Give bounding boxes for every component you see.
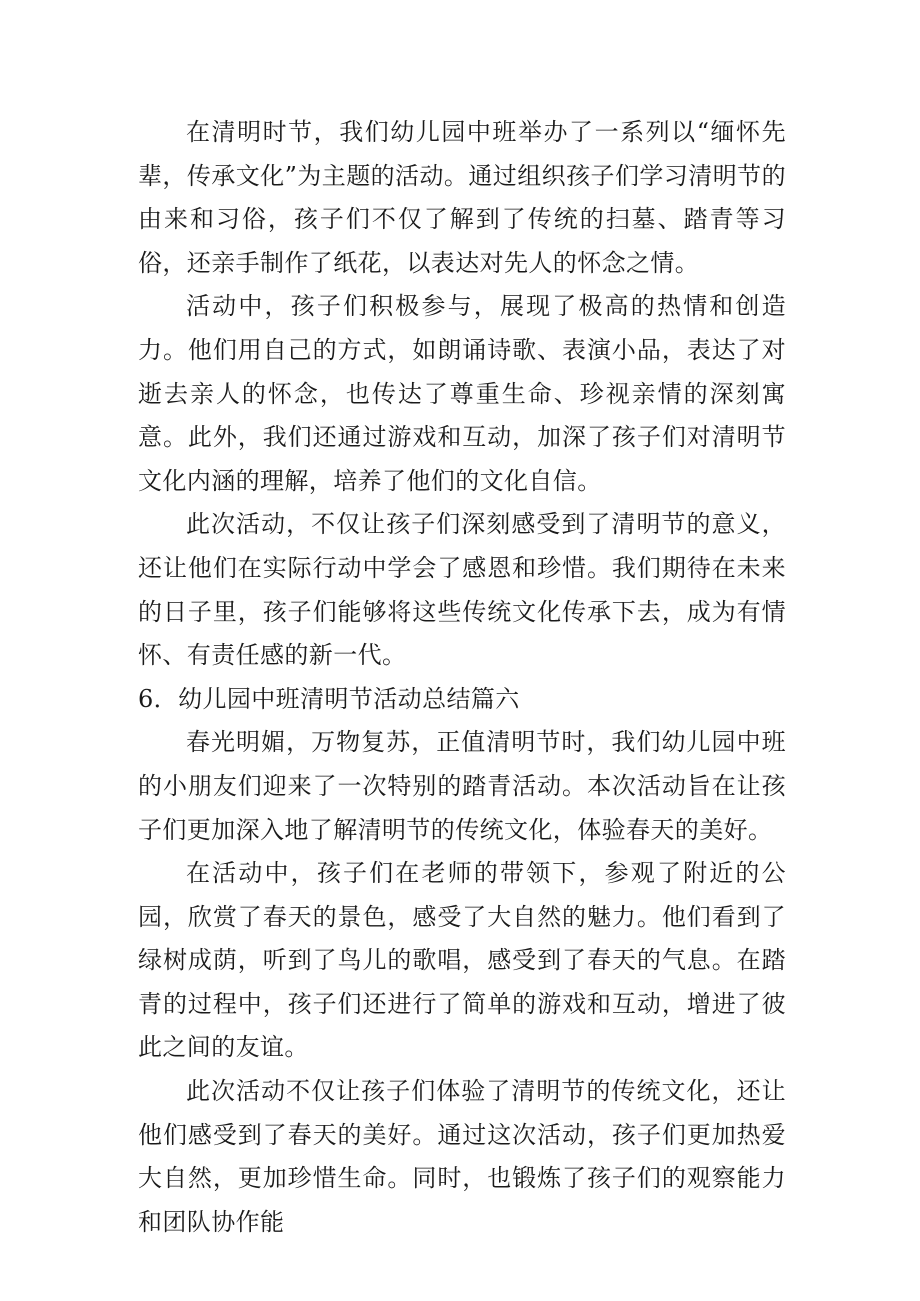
- paragraph-2: 活动中，孩子们积极参与，展现了极高的热情和创造力。他们用自己的方式，如朗诵诗歌、表演小品，表达了对逝去亲人的怀念，也传达了尊重生命、珍视亲情的深刻寓意。此外，我们还通过游戏和互动，加深了孩子们对清明节文化内涵的理解，培养了他们的文化自信。: [138, 292, 786, 495]
- paragraph-6: 此次活动不仅让孩子们体验了清明节的传统文化，还让他们感受到了春天的美好。通过这次活动，孩子们更加热爱大自然，更加珍惜生命。同时，也锻炼了孩子们的观察能力和团队协作能: [138, 1077, 786, 1236]
- paragraph-4: 春光明媚，万物复苏，正值清明节时，我们幼儿园中班的小朋友们迎来了一次特别的踏青活动。本次活动旨在让孩子们更加深入地了解清明节的传统文化，体验春天的美好。: [138, 728, 786, 844]
- paragraph-5: 在活动中，孩子们在老师的带领下，参观了附近的公园，欣赏了春天的景色，感受了大自然的魅力。他们看到了绿树成荫，听到了鸟儿的歌唱，感受到了春天的气息。在踏青的过程中，孩子们还进行了简单的游戏和互动，增进了彼此之间的友谊。: [138, 859, 786, 1062]
- paragraph-3: 此次活动，不仅让孩子们深刻感受到了清明节的意义，还让他们在实际行动中学会了感恩和珍惜。我们期待在未来的日子里，孩子们能够将这些传统文化传承下去，成为有情怀、有责任感的新一代。: [138, 510, 786, 670]
- section-heading: 6．幼儿园中班清明节活动总结篇六: [138, 684, 520, 713]
- document-page: [138, 111, 786, 1244]
- paragraph-1: 在清明时节，我们幼儿园中班举办了一系列以“缅怀先辈，传承文化”为主题的活动。通过组织孩子们学习清明节的由来和习俗，孩子们不仅了解到了传统的扫墓、踏青等习俗，还亲手制作了纸花，以表达对先人的怀念之情。: [138, 118, 786, 277]
